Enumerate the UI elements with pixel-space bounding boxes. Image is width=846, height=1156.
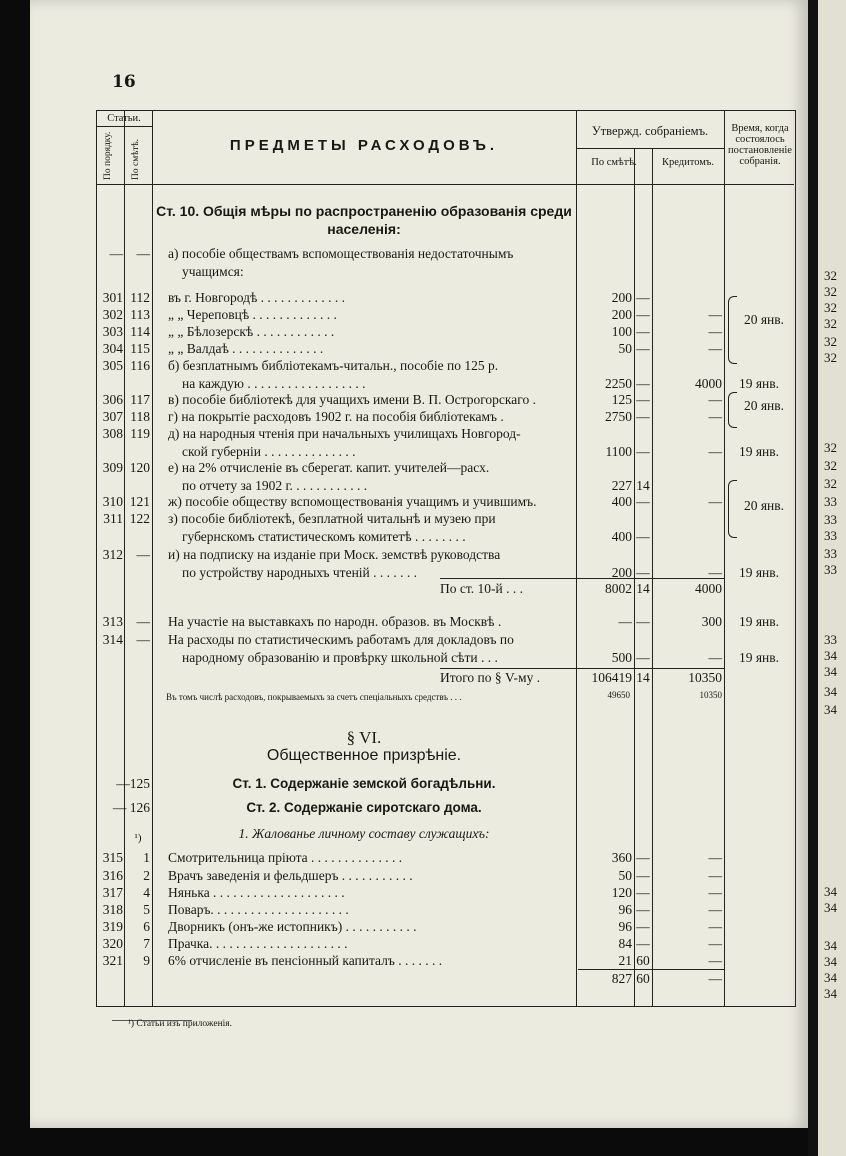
row-date: 19 янв. bbox=[738, 565, 780, 580]
row-date: 19 янв. bbox=[738, 376, 780, 391]
row-number-estimate: 120 bbox=[129, 460, 150, 475]
header-title: ПРЕДМЕТЫ РАСХОДОВЪ. bbox=[229, 137, 499, 154]
adjacent-row-number: 32 bbox=[824, 268, 837, 283]
row-date: 19 янв. bbox=[738, 650, 780, 665]
adjacent-row-number: 33 bbox=[824, 528, 837, 543]
row-credit: — bbox=[708, 850, 722, 865]
row-text: а) пособіе обществамъ вспомоществованія недостаточнымъ bbox=[168, 246, 514, 261]
row-sum: 96 bbox=[618, 919, 632, 934]
row-number-order: 320 bbox=[102, 936, 123, 951]
adjacent-row-number: 32 bbox=[824, 440, 837, 455]
brace bbox=[728, 296, 737, 364]
footnote: ¹) Статьи изъ приложенія. bbox=[128, 1019, 233, 1029]
adjacent-row-number: 33 bbox=[824, 562, 837, 577]
row-date: 20 янв. bbox=[743, 398, 785, 413]
row-number-order: — bbox=[109, 246, 123, 261]
row-number-estimate: 118 bbox=[130, 409, 150, 424]
row-number-estimate: — bbox=[136, 632, 150, 647]
row-kop: — bbox=[636, 650, 650, 665]
row-kop: — bbox=[636, 902, 650, 917]
row-number-estimate: — bbox=[136, 547, 150, 562]
final-sum: 827 bbox=[611, 971, 632, 986]
row-text: „ „ Валдаѣ . . . . . . . . . . . . . . bbox=[168, 341, 324, 356]
header-bottom-line bbox=[96, 184, 794, 185]
row-sum: 50 bbox=[618, 341, 632, 356]
row-kop: — bbox=[636, 444, 650, 459]
row-kop: — bbox=[636, 409, 650, 424]
row-text: б) безплатнымъ библіотекамъ-читальн., пособіе по 125 р. bbox=[168, 358, 499, 373]
subtotal-kop: 14 bbox=[636, 581, 650, 596]
row-text: Дворникъ (онъ-же истопникъ) . . . . . . . . . . . bbox=[168, 919, 417, 934]
subtotal-credit: 4000 bbox=[695, 581, 722, 596]
st2-title: Ст. 2. Содержаніе сиротскаго дома. bbox=[246, 800, 482, 815]
adjacent-row-number: 34 bbox=[824, 684, 837, 699]
row-kop: — bbox=[636, 290, 650, 305]
row-text: ж) пособіе обществу вспомоществованія учащимъ и учившимъ. bbox=[168, 494, 537, 509]
row-kop: — bbox=[636, 392, 650, 407]
section-vi-title: Общественное призрѣніе. bbox=[266, 747, 462, 764]
final-credit: — bbox=[708, 971, 722, 986]
row-date: 19 янв. bbox=[738, 444, 780, 459]
header-utverzhd: Утвержд. собраніемъ. bbox=[591, 124, 709, 138]
st2-number: — 126 bbox=[112, 800, 150, 815]
adjacent-row-number: 32 bbox=[824, 350, 837, 365]
row-sum: 200 bbox=[611, 307, 632, 322]
row-text-cont: народному образованію и провѣрку школьной сѣти . . . bbox=[182, 650, 498, 665]
row-text-cont: на каждую . . . . . . . . . . . . . . . . . . bbox=[182, 376, 366, 391]
row-sum: 125 bbox=[611, 392, 632, 407]
row-kop: — bbox=[636, 307, 650, 322]
row-number-order: 319 bbox=[102, 919, 123, 934]
row-number-order: 313 bbox=[102, 614, 123, 629]
st1-title: Ст. 1. Содержаніе земской богадѣльни. bbox=[232, 776, 496, 791]
row-kop: — bbox=[636, 850, 650, 865]
row-number-estimate: 7 bbox=[143, 936, 150, 951]
row-sum: 360 bbox=[611, 850, 632, 865]
row-credit: 300 bbox=[701, 614, 722, 629]
row-number-order: 306 bbox=[102, 392, 123, 407]
row-number-order: 305 bbox=[102, 358, 123, 373]
page-gutter bbox=[808, 0, 818, 1156]
row-date: 20 янв. bbox=[743, 312, 785, 327]
row-sum: 21 bbox=[618, 953, 632, 968]
row-number-estimate: 1 bbox=[143, 850, 150, 865]
header-col-smete: По смѣтѣ. bbox=[591, 157, 637, 168]
row-number-estimate: 5 bbox=[143, 902, 150, 917]
row-number-estimate: 122 bbox=[129, 511, 150, 526]
row-number-estimate: 113 bbox=[130, 307, 150, 322]
row-number-estimate: 9 bbox=[143, 953, 150, 968]
row-number-estimate: 6 bbox=[143, 919, 150, 934]
adjacent-row-number: 32 bbox=[824, 458, 837, 473]
row-number-estimate: — bbox=[136, 614, 150, 629]
row-sum: 400 bbox=[611, 529, 632, 544]
row-number-order: 316 bbox=[102, 868, 123, 883]
row-number-order: 310 bbox=[102, 494, 123, 509]
row-number-estimate: 117 bbox=[130, 392, 150, 407]
sum-line bbox=[440, 578, 724, 579]
adjacent-row-number: 33 bbox=[824, 494, 837, 509]
header-vremya: Время, когда состоялось постановленіе собранія. bbox=[728, 123, 792, 167]
row-number-order: 309 bbox=[102, 460, 123, 475]
row-sum: 2750 bbox=[605, 409, 632, 424]
st1-number: —125 bbox=[116, 776, 150, 791]
row-text: и) на подписку на изданіе при Моск. земствѣ руководства bbox=[168, 547, 501, 562]
row-credit: — bbox=[708, 919, 722, 934]
row-sum: 50 bbox=[618, 868, 632, 883]
row-credit: — bbox=[708, 307, 722, 322]
row-text: Поваръ. . . . . . . . . . . . . . . . . . . . . bbox=[168, 902, 349, 917]
row-text: На расходы по статистическимъ работамъ для докладовъ по bbox=[168, 632, 514, 647]
adjacent-row-number: 33 bbox=[824, 546, 837, 561]
total-label: Итого по § V-му . bbox=[440, 670, 541, 685]
row-number-estimate: 121 bbox=[129, 494, 150, 509]
row-kop: — bbox=[636, 868, 650, 883]
row-text: з) пособіе библіотекѣ, безплатной читальнѣ и музею при bbox=[168, 511, 496, 526]
adjacent-row-number: 34 bbox=[824, 884, 837, 899]
row-credit: — bbox=[708, 341, 722, 356]
header-line bbox=[96, 126, 152, 127]
row-number-order: 318 bbox=[102, 902, 123, 917]
total-kop: 14 bbox=[636, 670, 650, 685]
row-number-estimate: — bbox=[136, 246, 150, 261]
row-credit: — bbox=[708, 885, 722, 900]
row-number-order: 315 bbox=[102, 850, 123, 865]
special-sum: 49650 bbox=[607, 690, 630, 700]
row-sum: 2250 bbox=[605, 376, 632, 391]
row-credit: — bbox=[708, 565, 722, 580]
row-kop: — bbox=[636, 565, 650, 580]
row-kop: — bbox=[636, 936, 650, 951]
header-line bbox=[576, 148, 724, 149]
row-kop: — bbox=[636, 341, 650, 356]
total-sum: 106419 bbox=[591, 670, 632, 685]
col-divider bbox=[152, 110, 153, 1006]
sum-line bbox=[578, 969, 724, 970]
row-number-estimate: 114 bbox=[130, 324, 150, 339]
header-kreditom: Кредитомъ. bbox=[662, 157, 714, 168]
row-kop: — bbox=[636, 919, 650, 934]
adjacent-row-number: 32 bbox=[824, 300, 837, 315]
row-kop: 60 bbox=[636, 953, 650, 968]
adjacent-row-number: 34 bbox=[824, 954, 837, 969]
adjacent-row-number: 32 bbox=[824, 284, 837, 299]
adjacent-row-number: 34 bbox=[824, 648, 837, 663]
row-text: Смотрительница пріюта . . . . . . . . . . . . . . bbox=[168, 850, 403, 865]
row-number-order: 301 bbox=[102, 290, 123, 305]
special-label: Въ томъ числѣ расходовъ, покрываемыхъ за счетъ спеціальныхъ средствъ . . . bbox=[166, 692, 462, 702]
row-kop: — bbox=[636, 614, 650, 629]
adjacent-row-number: 34 bbox=[824, 900, 837, 915]
row-text: На участіе на выставкахъ по народн. образов. въ Москвѣ . bbox=[168, 614, 502, 629]
row-text-cont: по устройству народныхъ чтеній . . . . . . . bbox=[182, 565, 418, 580]
row-sum: 84 bbox=[618, 936, 632, 951]
row-text: Нянька . . . . . . . . . . . . . . . . . . . . bbox=[168, 885, 345, 900]
row-sum: 227 bbox=[611, 478, 632, 493]
row-credit: — bbox=[708, 868, 722, 883]
row-sum: 200 bbox=[611, 565, 632, 580]
col-divider bbox=[724, 110, 725, 1006]
row-credit: — bbox=[708, 409, 722, 424]
row-number-order: 304 bbox=[102, 341, 123, 356]
row-text: 6% отчисленіе въ пенсіонный капиталъ . . . . . . . bbox=[168, 953, 443, 968]
header-po-smete: По смѣтѣ. bbox=[131, 138, 141, 180]
row-number-order: 303 bbox=[102, 324, 123, 339]
page-number: 16 bbox=[112, 72, 136, 92]
row-number-order: 308 bbox=[102, 426, 123, 441]
adjacent-row-number: 32 bbox=[824, 476, 837, 491]
row-text: Врачъ заведенія и фельдшеръ . . . . . . . . . . . bbox=[168, 868, 413, 883]
row-sum: 500 bbox=[611, 650, 632, 665]
row-credit: — bbox=[708, 953, 722, 968]
row-number-estimate: 4 bbox=[143, 885, 150, 900]
row-text-cont: учащимся: bbox=[182, 264, 244, 279]
section-title: Ст. 10. Общія мѣры по распространенію образованія среди населенія: bbox=[156, 203, 572, 237]
adjacent-page-edge bbox=[818, 0, 846, 1156]
row-number-estimate: 119 bbox=[130, 426, 150, 441]
row-number-order: 321 bbox=[102, 953, 123, 968]
final-kop: 60 bbox=[636, 971, 650, 986]
row-number-order: 312 bbox=[102, 547, 123, 562]
adjacent-row-number: 34 bbox=[824, 664, 837, 679]
header-po-poryadku: По порядку. bbox=[103, 131, 113, 180]
row-text: „ „ Череповцѣ . . . . . . . . . . . . . bbox=[168, 307, 337, 322]
row-sum: 96 bbox=[618, 902, 632, 917]
row-text: е) на 2% отчисленіе въ сберегат. капит. учителей—расх. bbox=[168, 460, 490, 475]
header-statii: Статьи. bbox=[107, 113, 141, 124]
row-text: „ „ Бѣлозерскѣ . . . . . . . . . . . . bbox=[168, 324, 335, 339]
row-sum: 1100 bbox=[605, 444, 632, 459]
adjacent-row-number: 32 bbox=[824, 316, 837, 331]
row-credit: — bbox=[708, 444, 722, 459]
row-sum: 400 bbox=[611, 494, 632, 509]
adjacent-row-number: 34 bbox=[824, 938, 837, 953]
row-text: въ г. Новгородѣ . . . . . . . . . . . . . bbox=[168, 290, 346, 305]
row-sum: 120 bbox=[611, 885, 632, 900]
row-number-order: 302 bbox=[102, 307, 123, 322]
footnote-mark: ¹) bbox=[134, 832, 142, 844]
sum-line bbox=[440, 668, 724, 669]
row-kop: 14 bbox=[636, 478, 650, 493]
row-kop: — bbox=[636, 376, 650, 391]
subtotal-sum: 8002 bbox=[605, 581, 632, 596]
row-date: 19 янв. bbox=[738, 614, 780, 629]
subtotal-label: По ст. 10-й . . . bbox=[440, 581, 523, 596]
row-text-cont: губернскомъ статистическомъ комитетѣ . . . . . . . . bbox=[182, 529, 466, 544]
row-kop: — bbox=[636, 324, 650, 339]
adjacent-row-number: 33 bbox=[824, 632, 837, 647]
adjacent-row-number: 34 bbox=[824, 970, 837, 985]
adjacent-row-number: 34 bbox=[824, 702, 837, 717]
row-text-cont: по отчету за 1902 г. . . . . . . . . . . . bbox=[182, 478, 368, 493]
col-divider bbox=[576, 110, 577, 1006]
section-para: § VI. bbox=[346, 728, 382, 747]
row-number-estimate: 112 bbox=[130, 290, 150, 305]
row-credit: — bbox=[708, 494, 722, 509]
row-text: г) на покрытіе расходовъ 1902 г. на пособія библіотекамъ . bbox=[168, 409, 504, 424]
row-number-estimate: 115 bbox=[130, 341, 150, 356]
row-kop: — bbox=[636, 494, 650, 509]
row-text: в) пособіе библіотекѣ для учащихъ имени В. П. Острогорскаго . bbox=[168, 392, 536, 407]
row-number-estimate: 116 bbox=[130, 358, 150, 373]
adjacent-row-number: 32 bbox=[824, 334, 837, 349]
row-number-order: 311 bbox=[103, 511, 123, 526]
total-credit: 10350 bbox=[688, 670, 722, 685]
row-credit: — bbox=[708, 902, 722, 917]
row-sum: 100 bbox=[611, 324, 632, 339]
row-number-order: 307 bbox=[102, 409, 123, 424]
subsection-title: 1. Жалованье личному составу служащихъ: bbox=[238, 826, 490, 841]
row-sum: — bbox=[618, 614, 632, 629]
row-kop: — bbox=[636, 885, 650, 900]
special-credit: 10350 bbox=[699, 690, 722, 700]
row-credit: — bbox=[708, 324, 722, 339]
adjacent-row-number: 33 bbox=[824, 512, 837, 527]
row-credit: — bbox=[708, 392, 722, 407]
row-number-order: 317 bbox=[102, 885, 123, 900]
row-text: д) на народныя чтенія при начальныхъ училищахъ Новгород- bbox=[168, 426, 521, 441]
row-text: Прачка. . . . . . . . . . . . . . . . . . . . . bbox=[168, 936, 348, 951]
row-credit: — bbox=[708, 650, 722, 665]
row-credit: — bbox=[708, 936, 722, 951]
row-number-order: 314 bbox=[102, 632, 123, 647]
row-text-cont: ской губерніи . . . . . . . . . . . . . . bbox=[182, 444, 356, 459]
row-sum: 200 bbox=[611, 290, 632, 305]
adjacent-row-number: 34 bbox=[824, 986, 837, 1001]
row-credit: 4000 bbox=[695, 376, 722, 391]
row-number-estimate: 2 bbox=[143, 868, 150, 883]
row-date: 20 янв. bbox=[743, 498, 785, 513]
row-kop: — bbox=[636, 529, 650, 544]
